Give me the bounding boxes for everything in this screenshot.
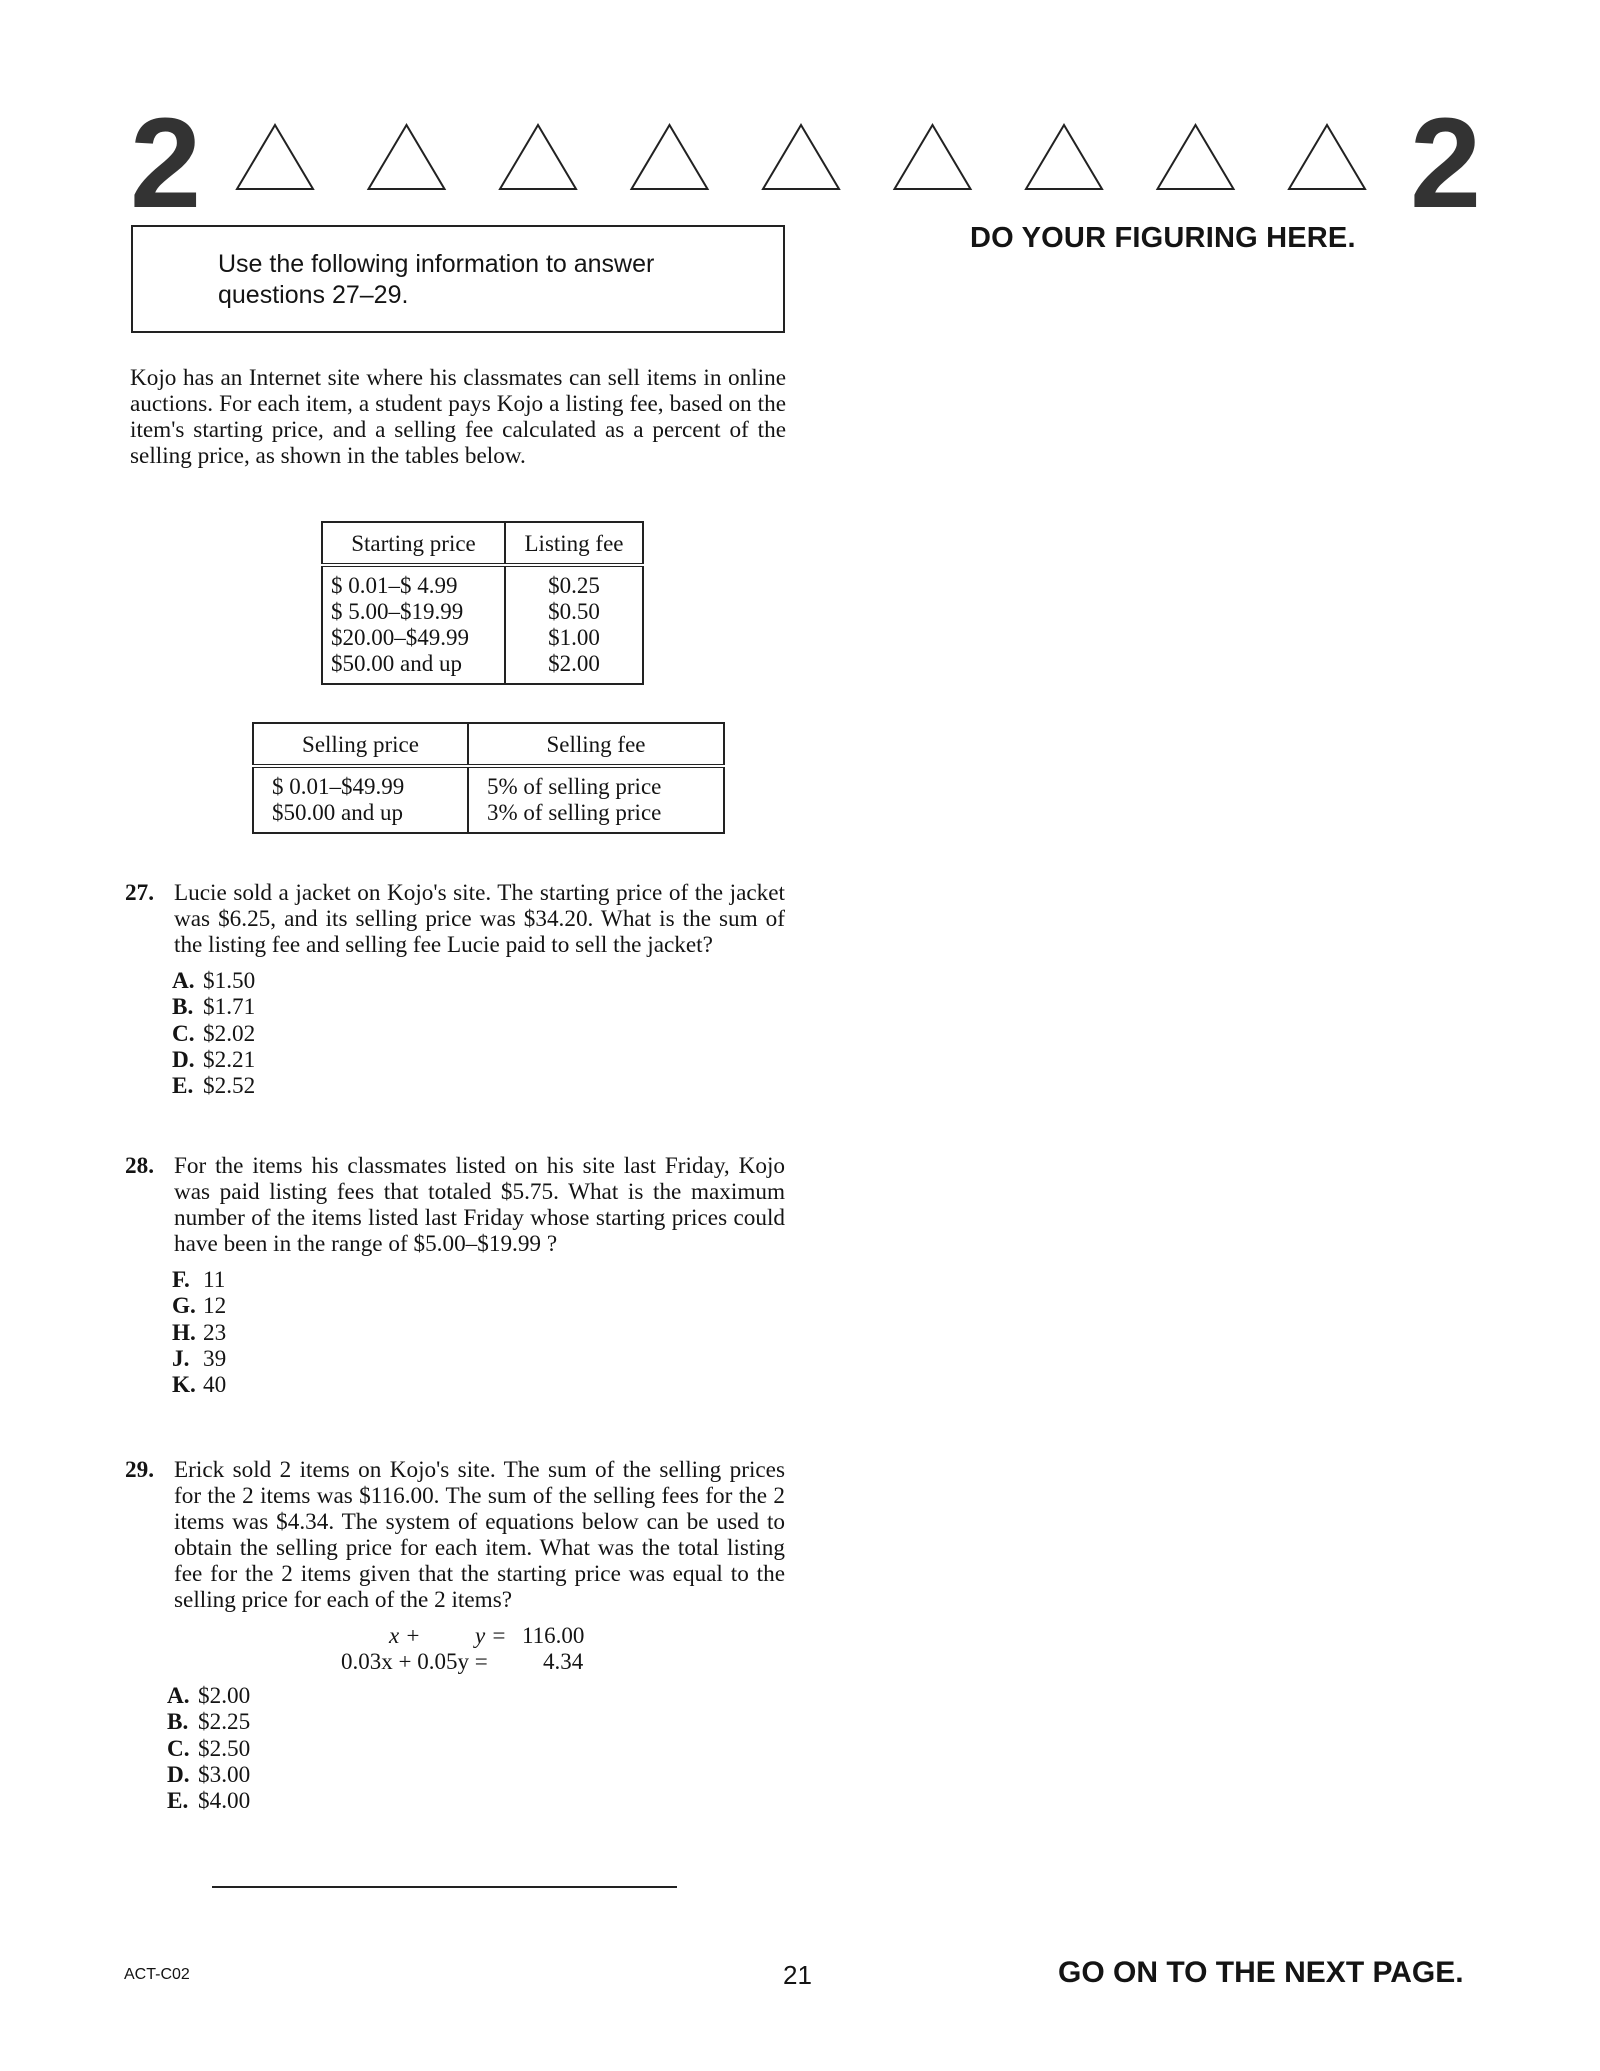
choice-letter: A.	[172, 968, 195, 994]
selling-fee-table	[252, 722, 725, 834]
info-box-text: Use the following information to answer questions 27–29.	[218, 250, 655, 309]
test-code: ACT-C02	[124, 1966, 190, 1983]
triangle-icon	[763, 125, 839, 189]
choice-letter: K.	[172, 1372, 196, 1399]
answer-choice[interactable]	[167, 1683, 785, 1709]
listing-fee: $2.00	[548, 651, 600, 676]
triangle-icon	[237, 125, 313, 189]
listing-range: $ 5.00–$19.99	[331, 599, 464, 624]
answer-choices	[172, 1267, 785, 1398]
selling-table-fee-col	[468, 766, 724, 833]
triangle-icon	[1158, 125, 1234, 189]
answer-choice[interactable]	[167, 1736, 785, 1762]
answer-choice[interactable]	[172, 1346, 785, 1372]
equation-lhs: x +	[389, 1623, 421, 1648]
answer-choice[interactable]	[172, 968, 785, 994]
choice-text: 12	[203, 1293, 227, 1320]
listing-fee-table	[321, 521, 644, 685]
info-box	[131, 225, 785, 333]
answer-choice[interactable]	[172, 1073, 785, 1099]
choice-letter: E.	[172, 1073, 194, 1100]
choice-letter: H.	[172, 1319, 196, 1346]
selling-fee: 3% of selling price	[487, 800, 662, 825]
end-rule	[212, 1886, 677, 1888]
question-number: 29.	[125, 1457, 154, 1483]
equation-lhs: 0.03x + 0.05y =	[341, 1649, 488, 1674]
choice-text: $4.00	[198, 1788, 251, 1815]
listing-fee: $1.00	[548, 625, 600, 650]
question-28	[125, 1153, 785, 1398]
answer-choice[interactable]	[167, 1709, 785, 1735]
choice-letter: B.	[172, 994, 194, 1021]
equation-row	[125, 1623, 785, 1649]
choice-letter: G.	[172, 1293, 196, 1320]
choice-letter: D.	[172, 1046, 195, 1073]
choice-letter: C.	[172, 1020, 195, 1047]
choice-text: $3.00	[198, 1761, 251, 1788]
selling-fee: 5% of selling price	[487, 774, 662, 799]
listing-table-starting-col	[322, 565, 505, 684]
choice-text: $2.50	[198, 1735, 251, 1762]
listing-fee: $0.25	[548, 573, 600, 598]
listing-table-header-fee: Listing fee	[505, 522, 643, 565]
triangle-icon	[369, 125, 445, 189]
answer-choice[interactable]	[172, 1021, 785, 1047]
choice-letter: E.	[167, 1788, 189, 1815]
listing-fee: $0.50	[548, 599, 600, 624]
equation-rhs: 116.00	[522, 1623, 585, 1648]
choice-text: 40	[203, 1372, 227, 1399]
next-page-label: GO ON TO THE NEXT PAGE.	[1058, 1956, 1464, 1989]
choice-letter: J.	[172, 1345, 190, 1372]
choice-letter: F.	[172, 1267, 190, 1293]
equation-rhs: 4.34	[543, 1649, 584, 1674]
equation-row	[125, 1649, 785, 1675]
section-number-right: 2	[1410, 92, 1482, 235]
choice-text: $2.00	[198, 1683, 251, 1709]
section-number-left: 2	[130, 92, 202, 235]
triangle-icon	[1026, 125, 1102, 189]
choice-text: 11	[203, 1267, 226, 1293]
answer-choices	[167, 1683, 785, 1814]
listing-range: $ 0.01–$ 4.99	[331, 573, 458, 598]
choice-letter: A.	[167, 1683, 190, 1709]
answer-choice[interactable]	[172, 994, 785, 1020]
answer-choice[interactable]	[167, 1762, 785, 1788]
intro-paragraph: Kojo has an Internet site where his classmates can sell items in online auctions. For each item, a student pays Kojo a listing fee, based on the item's starting price, and a selling fee calculated as a percent of the selling price, as shown in the tables below.	[130, 365, 786, 469]
question-text: Erick sold 2 items on Kojo's site. The sum of the selling prices for the 2 items was $116.00. The sum of the selling fees for the 2 items was $4.34. The system of equations below can be used to obtain the selling price for each item. What was the total listing fee for the 2 items given that the starting price was equal to the selling price for each of the 2 items?	[174, 1457, 785, 1613]
choice-text: $2.25	[198, 1709, 251, 1736]
choice-text: $2.52	[203, 1073, 256, 1100]
triangle-icon	[1289, 125, 1365, 189]
equation-mid: y =	[475, 1623, 507, 1648]
figuring-label: DO YOUR FIGURING HERE.	[970, 222, 1356, 254]
selling-table-price-col	[253, 766, 468, 833]
choice-text: $2.02	[203, 1020, 256, 1047]
choice-text: $1.50	[203, 968, 256, 994]
triangle-icon	[500, 125, 576, 189]
question-number: 28.	[125, 1153, 154, 1179]
triangle-row	[235, 115, 1425, 205]
answer-choice[interactable]	[172, 1293, 785, 1319]
listing-table-header-starting: Starting price	[322, 522, 505, 565]
question-text: For the items his classmates listed on his site last Friday, Kojo was paid listing fees that totaled $5.75. What is the maximum number of the items listed last Friday whose starting prices could have been in the range of $5.00–$19.99 ?	[174, 1153, 785, 1257]
answer-choice[interactable]	[172, 1047, 785, 1073]
page-number: 21	[783, 1960, 812, 1990]
question-29	[125, 1457, 785, 1814]
choice-text: 23	[203, 1319, 227, 1346]
question-number: 27.	[125, 880, 154, 906]
choice-text: 39	[203, 1345, 227, 1372]
answer-choice[interactable]	[172, 1320, 785, 1346]
selling-range: $50.00 and up	[272, 800, 403, 825]
answer-choice[interactable]	[172, 1372, 785, 1398]
answer-choice[interactable]	[167, 1788, 785, 1814]
triangle-icon	[632, 125, 708, 189]
selling-range: $ 0.01–$49.99	[272, 774, 405, 799]
choice-text: $1.71	[203, 994, 256, 1021]
triangle-icon	[895, 125, 971, 189]
choice-text: $2.21	[203, 1046, 256, 1073]
answer-choices	[172, 968, 785, 1099]
answer-choice[interactable]	[172, 1267, 785, 1293]
equation-system	[125, 1623, 785, 1675]
choice-letter: D.	[167, 1761, 190, 1788]
choice-letter: C.	[167, 1735, 190, 1762]
listing-range: $20.00–$49.99	[331, 625, 469, 650]
question-27	[125, 880, 785, 1099]
selling-table-header-price: Selling price	[253, 723, 468, 766]
selling-table-header-fee: Selling fee	[468, 723, 724, 766]
listing-table-fee-col	[505, 565, 643, 684]
listing-range: $50.00 and up	[331, 651, 462, 676]
question-text: Lucie sold a jacket on Kojo's site. The starting price of the jacket was $6.25, and its selling price was $34.20. What is the sum of the listing fee and selling fee Lucie paid to sell the jacket?	[174, 880, 785, 958]
choice-letter: B.	[167, 1709, 189, 1736]
